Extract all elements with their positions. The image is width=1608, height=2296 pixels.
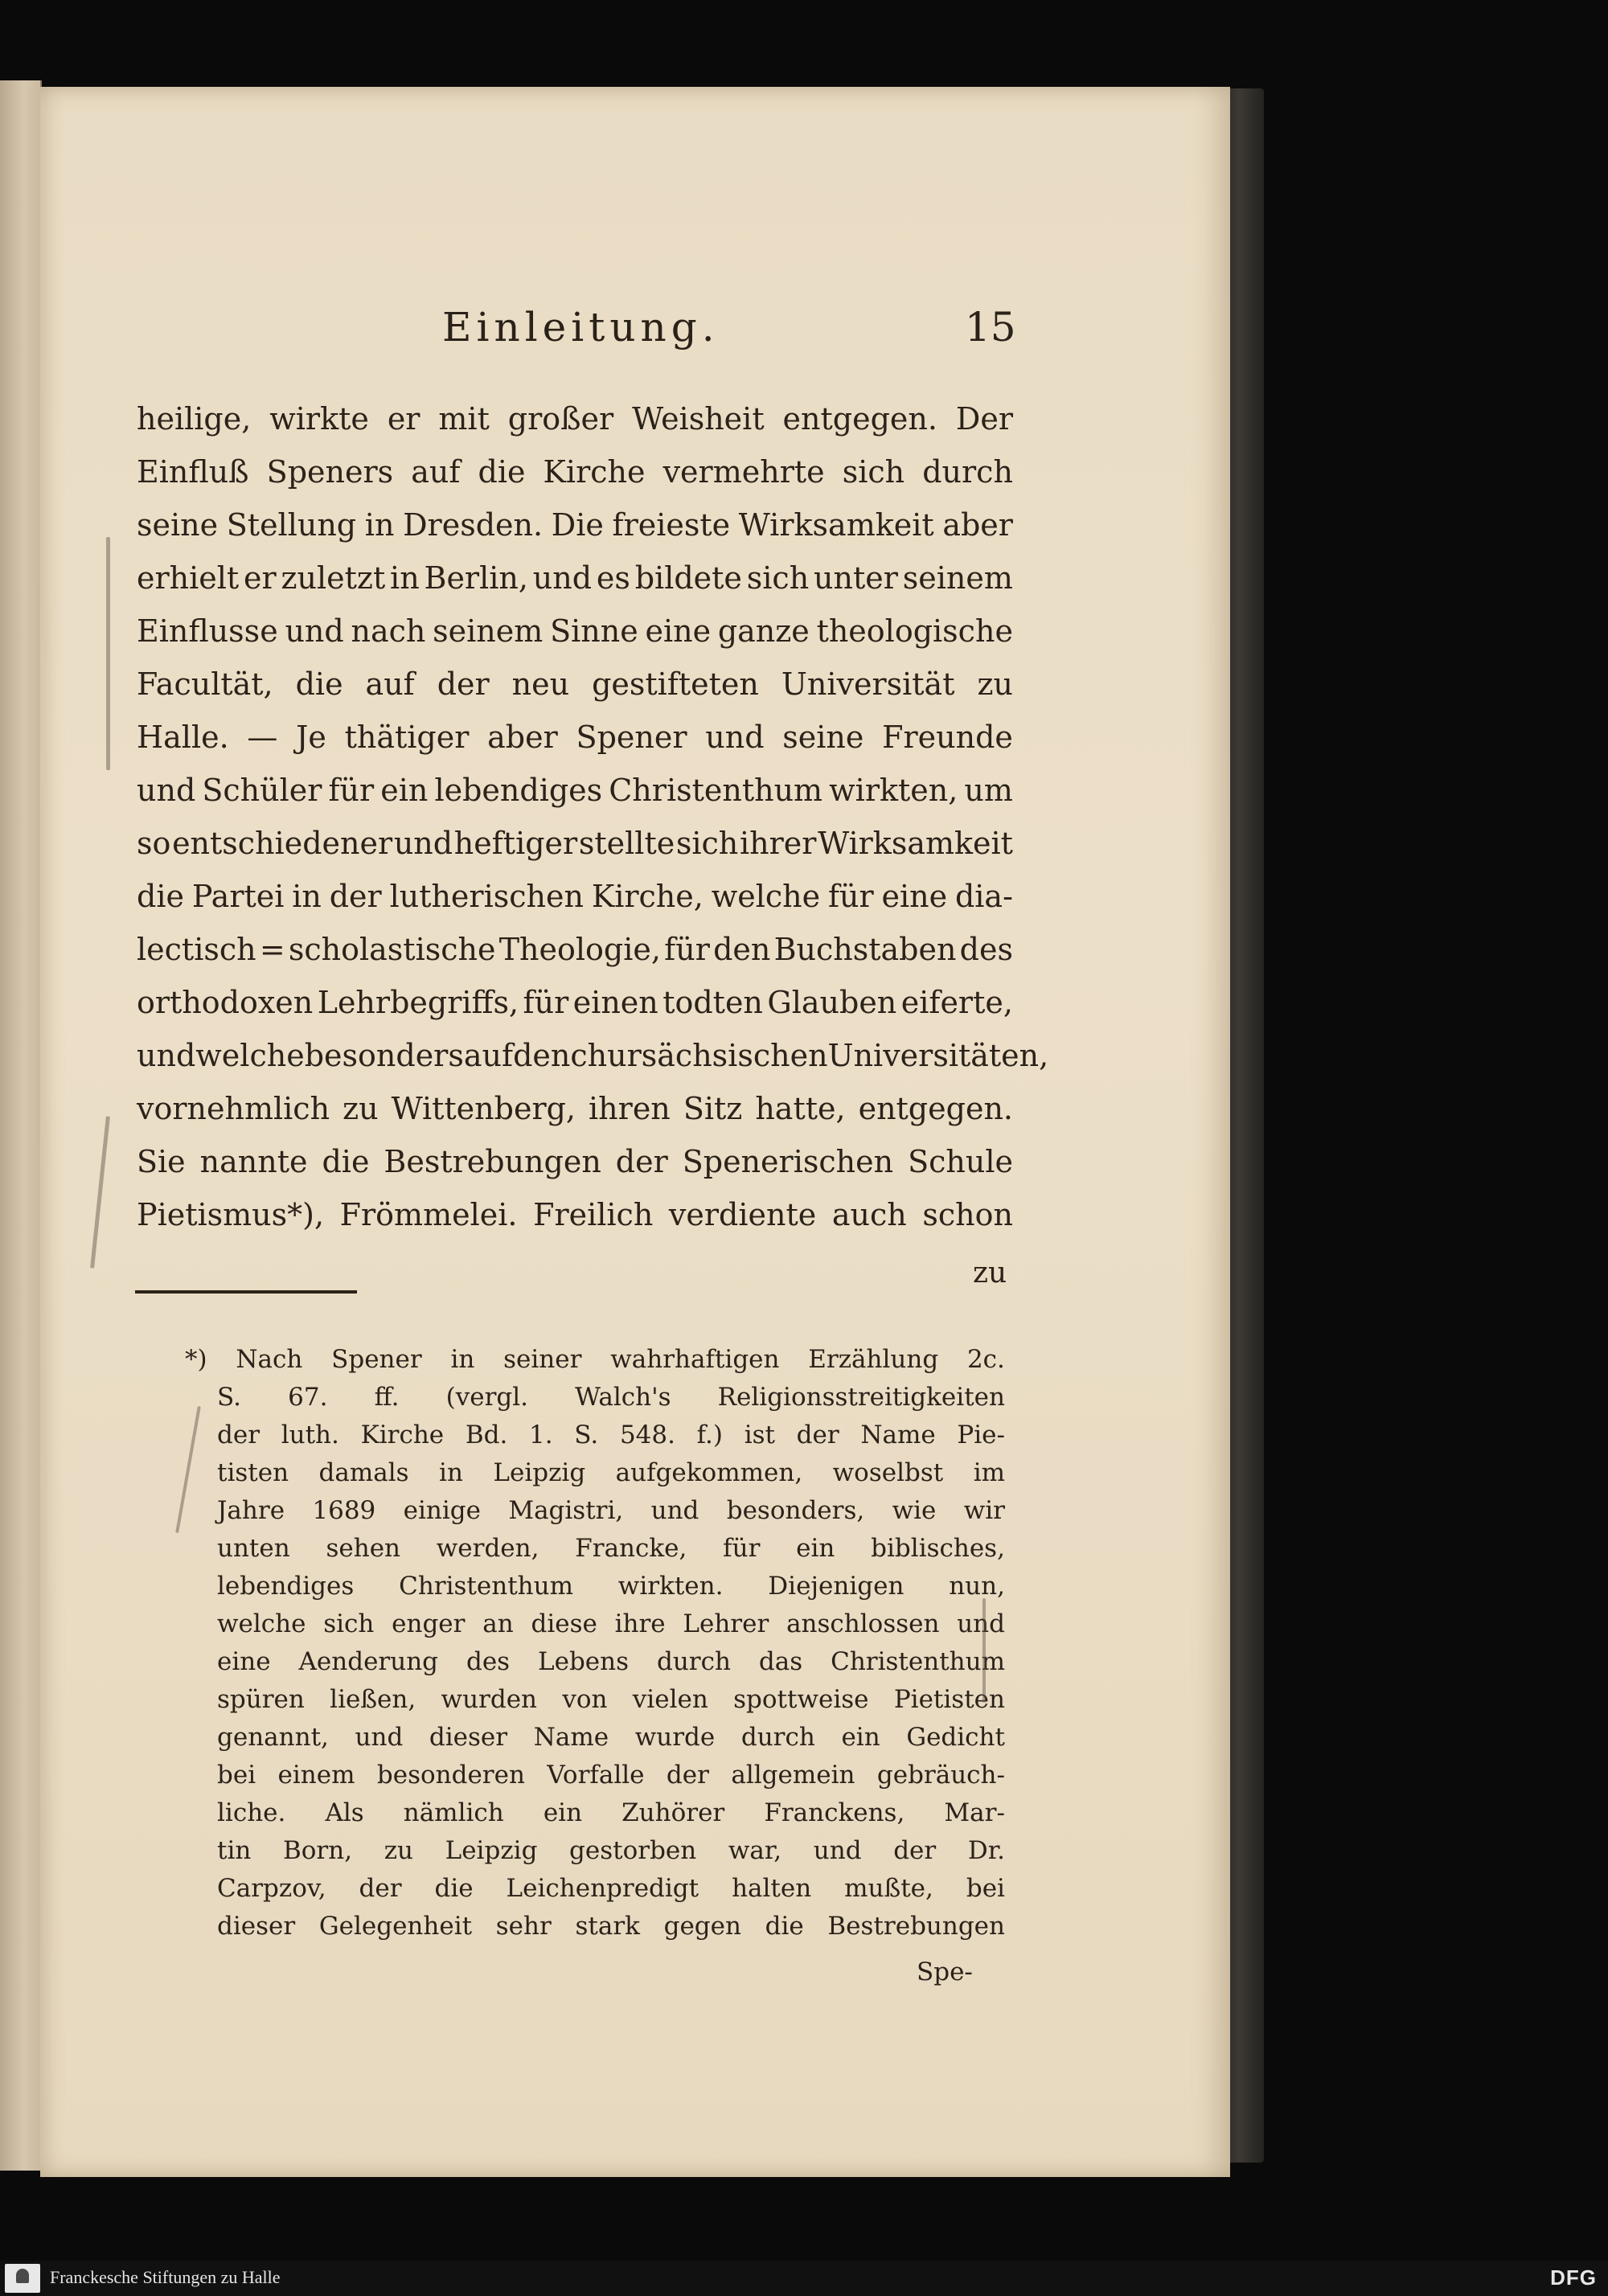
footnote-line [217, 1832, 1005, 1870]
word: nämlich [403, 1798, 504, 1827]
word: Christenthum [609, 773, 823, 808]
word: lebendiges [217, 1572, 355, 1601]
word: Sie [137, 1144, 186, 1179]
word: sehr [495, 1912, 552, 1941]
word: — [247, 720, 278, 755]
text-line [137, 817, 1013, 870]
text-line [137, 1082, 1013, 1135]
word: mußte, [844, 1874, 933, 1903]
word: Glauben [767, 985, 897, 1020]
text-line [137, 870, 1013, 923]
catchword: zu [973, 1257, 1007, 1289]
word: welche [711, 879, 821, 914]
footnote-line [217, 1757, 1005, 1794]
word: Kirche [543, 454, 646, 490]
word: so [137, 826, 171, 861]
word: ließen, [330, 1685, 416, 1714]
word: aufgekommen, [615, 1458, 803, 1487]
word: Name [860, 1421, 936, 1449]
word: Spener [331, 1345, 422, 1374]
word: halten [732, 1874, 812, 1903]
word: freieste [612, 507, 731, 543]
word: Facultät, [137, 666, 273, 702]
footnote-line [217, 1870, 1005, 1908]
word: bildete [634, 560, 742, 596]
pencil-mark [982, 1598, 986, 1703]
word: unter [814, 560, 898, 596]
word: werden, [436, 1534, 539, 1563]
word: zu [977, 666, 1013, 702]
word: Lehrbegriffs, [317, 985, 519, 1020]
word: wurden [441, 1685, 538, 1714]
word: es [596, 560, 630, 596]
word: dieser [217, 1912, 296, 1941]
word: Speners [266, 454, 394, 490]
word: und [813, 1836, 862, 1865]
word: anschlossen [786, 1609, 940, 1638]
word: großer [507, 401, 614, 437]
word: zu [384, 1836, 413, 1865]
word: Vorfalle [547, 1761, 645, 1790]
footnote-line [217, 1379, 1005, 1417]
word: eine [881, 879, 948, 914]
footnote-line [217, 1568, 1005, 1605]
word: Freunde [882, 720, 1013, 755]
word: durch [922, 454, 1013, 490]
text-line [137, 923, 1013, 976]
word: ein [841, 1723, 880, 1752]
footnote-line [217, 1719, 1005, 1757]
word: wirkten, [829, 773, 958, 808]
word: liche. [217, 1798, 286, 1827]
word: Schule [908, 1144, 1013, 1179]
text-line [137, 711, 1013, 764]
word: luth. [281, 1421, 339, 1449]
pencil-mark [90, 1116, 110, 1268]
word: ihren [589, 1091, 671, 1126]
word: der [796, 1421, 839, 1449]
word: mit [438, 401, 490, 437]
word: Leipzig [445, 1836, 538, 1865]
word: spüren [217, 1685, 305, 1714]
word: war, [728, 1836, 782, 1865]
word: im [973, 1458, 1005, 1487]
word: durch [656, 1647, 731, 1676]
word: ff. [374, 1383, 400, 1412]
word: schon [922, 1197, 1013, 1232]
main-text-block [137, 392, 1049, 1241]
footnote-line [217, 1492, 1005, 1530]
word: besonders [304, 1038, 464, 1073]
word: und [285, 613, 344, 649]
word: eiferte, [900, 985, 1013, 1020]
word: der [615, 1144, 668, 1179]
word: Schüler [202, 773, 322, 808]
word: einige [403, 1496, 481, 1525]
text-line [137, 976, 1013, 1029]
word: auf [411, 454, 461, 490]
word: besonderen [376, 1761, 525, 1790]
word: theologische [816, 613, 1013, 649]
footnote-rule [135, 1290, 357, 1294]
word: wahrhaftigen [610, 1345, 780, 1374]
word: für [827, 879, 874, 914]
word: Bd. [465, 1421, 508, 1449]
text-line [137, 1188, 1013, 1241]
word: seinem [902, 560, 1013, 596]
word: nach [351, 613, 426, 649]
word: tisten [217, 1458, 289, 1487]
word: nannte [199, 1144, 308, 1179]
word: heilige, [137, 401, 252, 437]
word: der [666, 1761, 709, 1790]
word: Spener [576, 720, 687, 755]
word: gestifteten [592, 666, 759, 702]
word: Sitz [683, 1091, 743, 1126]
word: für [723, 1534, 761, 1563]
word: einem [277, 1761, 355, 1790]
word: Theologie, [498, 932, 661, 967]
word: unten [217, 1534, 290, 1563]
word: sich [675, 826, 739, 861]
word: an [482, 1609, 514, 1638]
word: damals [318, 1458, 409, 1487]
word: der [329, 879, 382, 914]
word: nun, [949, 1572, 1005, 1601]
footnote-line [217, 1794, 1005, 1832]
word: Berlin, [424, 560, 528, 596]
footnote-line [217, 1454, 1005, 1492]
word: Erzählung [808, 1345, 939, 1374]
word: das [758, 1647, 803, 1676]
word: Wittenberg, [391, 1091, 576, 1126]
word: entgegen. [858, 1091, 1013, 1126]
word: ihre [614, 1609, 666, 1638]
word: Universitäten, [827, 1038, 1049, 1073]
word: Born, [282, 1836, 353, 1865]
word: eine [645, 613, 712, 649]
word: die [137, 879, 184, 914]
word: biblisches, [871, 1534, 1005, 1563]
word: er [387, 401, 420, 437]
word: eine [217, 1647, 271, 1676]
word: die [478, 454, 526, 490]
word: Bestrebungen [827, 1912, 1005, 1941]
word: S. [217, 1383, 241, 1412]
word: Leipzig [493, 1458, 586, 1487]
word: dieser [429, 1723, 508, 1752]
word: 67. [288, 1383, 328, 1412]
word: Franckens, [764, 1798, 905, 1827]
book-page [40, 87, 1230, 2177]
word: seine [137, 507, 219, 543]
word: vielen [632, 1685, 708, 1714]
word: enger [392, 1609, 466, 1638]
word: Frömmelei. [339, 1197, 518, 1232]
word: Magistri, [508, 1496, 624, 1525]
text-line [137, 1135, 1013, 1188]
word: auf [365, 666, 415, 702]
word: Jahre [217, 1496, 285, 1525]
word: Zuhörer [621, 1798, 725, 1827]
word: und [137, 1038, 196, 1073]
word: todten [662, 985, 763, 1020]
word: Kirche, [591, 879, 704, 914]
word: 1689 [312, 1496, 376, 1525]
text-line [137, 498, 1013, 551]
word: und [705, 720, 765, 755]
word: besonders, [726, 1496, 865, 1525]
word: verdiente [668, 1197, 817, 1232]
word: Wirksamkeit [738, 507, 934, 543]
text-line [137, 1029, 1049, 1082]
word: S. [574, 1421, 599, 1449]
word: Aenderung [298, 1647, 439, 1676]
word: ein [543, 1798, 583, 1827]
word: bei [217, 1761, 256, 1790]
word: Mar- [944, 1798, 1005, 1827]
footnote-line [185, 1341, 1005, 1379]
text-line [137, 605, 1013, 658]
word: sehen [326, 1534, 400, 1563]
word: Lehrer [683, 1609, 769, 1638]
word: tin [217, 1836, 252, 1865]
word: Francke, [575, 1534, 687, 1563]
word: Spenerischen [682, 1144, 894, 1179]
word: für [328, 773, 375, 808]
word: lebendiges [434, 773, 603, 808]
word: 1. [529, 1421, 553, 1449]
word: (vergl. [445, 1383, 528, 1412]
word: sich [746, 560, 810, 596]
word: vermehrte [662, 454, 825, 490]
word: gegen [663, 1912, 741, 1941]
word: wirkten. [617, 1572, 724, 1601]
word: diese [531, 1609, 597, 1638]
word: zuletzt [281, 560, 386, 596]
word: einen [572, 985, 658, 1020]
word: Leichenpredigt [506, 1874, 699, 1903]
word: vornehmlich [137, 1091, 330, 1126]
word: Kirche [360, 1421, 445, 1449]
word: Halle. [137, 720, 229, 755]
footnote-catchword: Spe- [917, 1958, 973, 1986]
word: Einfluß [137, 454, 249, 490]
word: bei [966, 1874, 1005, 1903]
word: der [893, 1836, 937, 1865]
word: auch [831, 1197, 907, 1232]
word: des [959, 932, 1013, 967]
word: Bestrebungen [384, 1144, 601, 1179]
word: genannt, [217, 1723, 329, 1752]
word: stellte [578, 826, 675, 861]
word: scholastische [288, 932, 496, 967]
word: woselbst [832, 1458, 944, 1487]
word: ein [380, 773, 429, 808]
word: Carpzov, [217, 1874, 326, 1903]
word: f.) [696, 1421, 723, 1449]
word: gebräuch- [876, 1761, 1005, 1790]
word: Pietismus*), [137, 1197, 325, 1232]
word: Freilich [533, 1197, 654, 1232]
word: der [217, 1421, 260, 1449]
footer-bar [0, 2261, 1608, 2296]
word: Lebens [538, 1647, 630, 1676]
word: Nach [236, 1345, 303, 1374]
institution-logo-icon [5, 2264, 40, 2293]
word: spottweise [733, 1685, 869, 1714]
word: Der [955, 401, 1013, 437]
page-number: 15 [965, 304, 1016, 351]
word: orthodoxen [137, 985, 314, 1020]
word: aber [942, 507, 1013, 543]
word: Christenthum [831, 1647, 1005, 1676]
text-line [137, 445, 1013, 498]
word: und [532, 560, 593, 596]
word: thätiger [344, 720, 470, 755]
word: Walch's [575, 1383, 671, 1412]
word: in [364, 507, 395, 543]
word: heftiger [453, 826, 578, 861]
page-header [40, 304, 1230, 360]
word: chursächsischen [570, 1038, 828, 1073]
running-head: Einleitung. [442, 304, 720, 351]
word: Als [325, 1798, 364, 1827]
word: die [295, 666, 343, 702]
word: Sinne [550, 613, 638, 649]
word: Die [551, 507, 604, 543]
word: ganze [717, 613, 810, 649]
facing-page-edge [0, 80, 42, 2171]
text-line [137, 658, 1013, 711]
word: entschiedener [172, 826, 393, 861]
footnote-line [217, 1643, 1005, 1681]
word: Universität [781, 666, 955, 702]
text-line [137, 764, 1013, 817]
word: in [390, 560, 420, 596]
word: für [523, 985, 569, 1020]
word: Pie- [957, 1421, 1005, 1449]
word: seine [782, 720, 864, 755]
word: wir [963, 1496, 1005, 1525]
word: 548. [619, 1421, 675, 1449]
word: Einflusse [137, 613, 278, 649]
word: und [957, 1609, 1005, 1638]
word: in [292, 879, 322, 914]
word: Dresden. [403, 507, 544, 543]
footnote-line [217, 1605, 1005, 1643]
word: Pietisten [893, 1685, 1005, 1714]
word: Wirksamkeit [818, 826, 1013, 861]
word: = [259, 932, 285, 967]
word: ihrer [739, 826, 817, 861]
word: seinem [433, 613, 544, 649]
word: neu [511, 666, 570, 702]
word: sich [842, 454, 905, 490]
word: hatte, [755, 1091, 846, 1126]
word: wie [892, 1496, 937, 1525]
footnote-line [217, 1908, 1005, 1945]
word: Weisheit [632, 401, 765, 437]
word: und [355, 1723, 404, 1752]
word: die [765, 1912, 804, 1941]
word: seiner [503, 1345, 582, 1374]
word: und [650, 1496, 699, 1525]
word: durch [740, 1723, 815, 1752]
footnote-line [217, 1417, 1005, 1454]
funder-logo: DFG [1550, 2265, 1597, 2290]
pencil-mark [175, 1406, 201, 1533]
word: ist [744, 1421, 775, 1449]
word: in [450, 1345, 475, 1374]
word: in [439, 1458, 463, 1487]
word: lutherischen [389, 879, 584, 914]
word: *) [185, 1345, 207, 1374]
word: entgegen. [782, 401, 937, 437]
word: für [664, 932, 710, 967]
word: 2c. [966, 1345, 1005, 1374]
word: Buchstaben [773, 932, 957, 967]
word: des [466, 1647, 511, 1676]
word: Gedicht [906, 1723, 1005, 1752]
word: Stellung [226, 507, 357, 543]
word: stark [575, 1912, 640, 1941]
word: allgemein [731, 1761, 855, 1790]
word: sich [323, 1609, 375, 1638]
word: lectisch [137, 932, 256, 967]
pencil-mark [106, 537, 110, 770]
word: erhielt [137, 560, 240, 596]
word: der [359, 1874, 402, 1903]
word: den [513, 1038, 571, 1073]
footnote-block [185, 1341, 1005, 1945]
word: welche [195, 1038, 305, 1073]
word: ein [796, 1534, 835, 1563]
word: dia- [954, 879, 1013, 914]
word: Partei [191, 879, 285, 914]
word: die [434, 1874, 474, 1903]
word: Name [533, 1723, 609, 1752]
word: der [437, 666, 490, 702]
word: gestorben [569, 1836, 697, 1865]
word: wurde [634, 1723, 716, 1752]
word: von [562, 1685, 608, 1714]
word: er [244, 560, 277, 596]
word: Diejenigen [768, 1572, 904, 1601]
word: den [713, 932, 771, 967]
word: zu [343, 1091, 379, 1126]
word: Dr. [967, 1836, 1005, 1865]
word: um [964, 773, 1013, 808]
word: und [137, 773, 196, 808]
word: die [322, 1144, 370, 1179]
word: auf [463, 1038, 514, 1073]
word: Christenthum [399, 1572, 573, 1601]
word: Je [296, 720, 326, 755]
word: und [393, 826, 453, 861]
institution-name: Franckesche Stiftungen zu Halle [50, 2267, 281, 2287]
text-line [137, 392, 1013, 445]
footnote-line [217, 1681, 1005, 1719]
word: aber [487, 720, 558, 755]
word: wirkte [269, 401, 369, 437]
word: welche [217, 1609, 306, 1638]
footnote-line [217, 1530, 1005, 1568]
text-line [137, 551, 1013, 605]
word: Religionsstreitigkeiten [717, 1383, 1005, 1412]
word: Gelegenheit [318, 1912, 473, 1941]
